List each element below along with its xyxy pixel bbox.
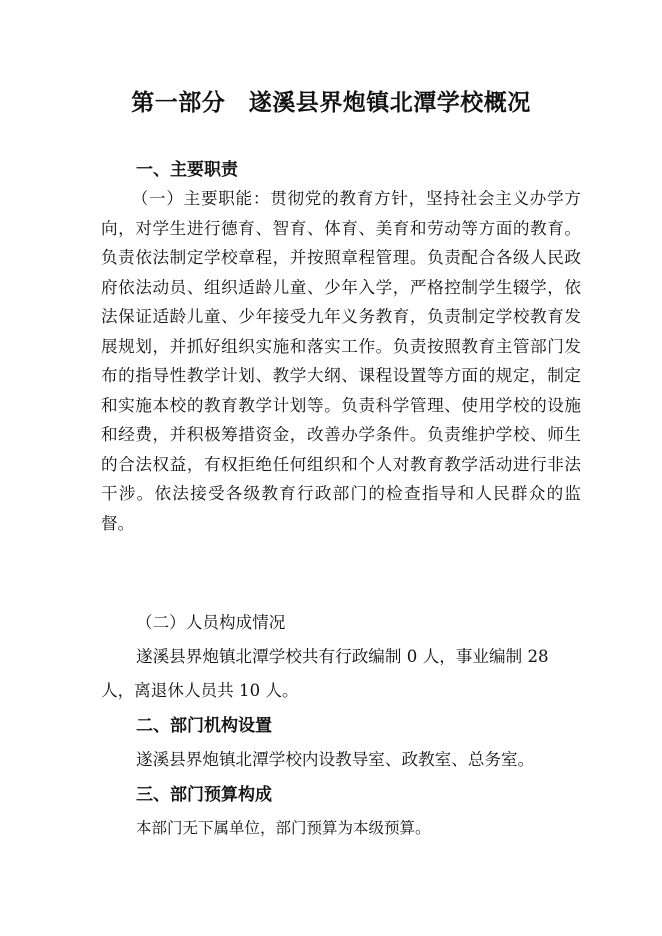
- main-functions-subheading: （一）主要职能：: [131, 189, 271, 208]
- page-title: 第一部分 遂溪县界炮镇北潭学校概况: [131, 90, 531, 116]
- section-heading-main-duties: 一、主要职责: [136, 160, 238, 180]
- org-structure-text: 遂溪县界炮镇北潭学校内设教导室、政教室、总务室。: [136, 750, 535, 769]
- section-heading-budget-composition: 三、部门预算构成: [136, 785, 272, 805]
- staff-composition-line-2: 人，离退休人员共 10 人。: [101, 681, 299, 700]
- main-functions-paragraph: [101, 184, 581, 538]
- section-heading-org-structure: 二、部门机构设置: [136, 716, 272, 736]
- staff-composition-subheading: （二）人员构成情况: [136, 613, 286, 632]
- staff-composition-line-1: 遂溪县界炮镇北潭学校共有行政编制 0 人，事业编制 28: [136, 647, 549, 666]
- budget-composition-text: 本部门无下属单位，部门预算为本级预算。: [136, 819, 431, 837]
- main-functions-text: 贯彻党的教育方针，坚持社会主义办学方向，对学生进行德育、智育、体育、美育和劳动等方面的教育。负责依法制定学校章程，并按照章程管理。负责配合各级人民政府依法动员、组织适龄儿童、少年入学，严格控制学生辍学，依法保证适龄儿童、少年接受九年义务教育，负责制定学校教育发展规划，并抓好组织实施和落实工作。负责按照教育主管部门发布的指导性教学计划、教学大纲、课程设置等方面的规定，制定和实施本校的教育教学计划等。负责科学管理、使用学校的设施和经费，并积极筹措资金，改善办学条件。负责维护学校、师生的合法权益，有权拒绝任何组织和个人对教育教学活动进行非法干涉。依法接受各级教育行政部门的检查指导和人民群众的监督。: [101, 189, 582, 533]
